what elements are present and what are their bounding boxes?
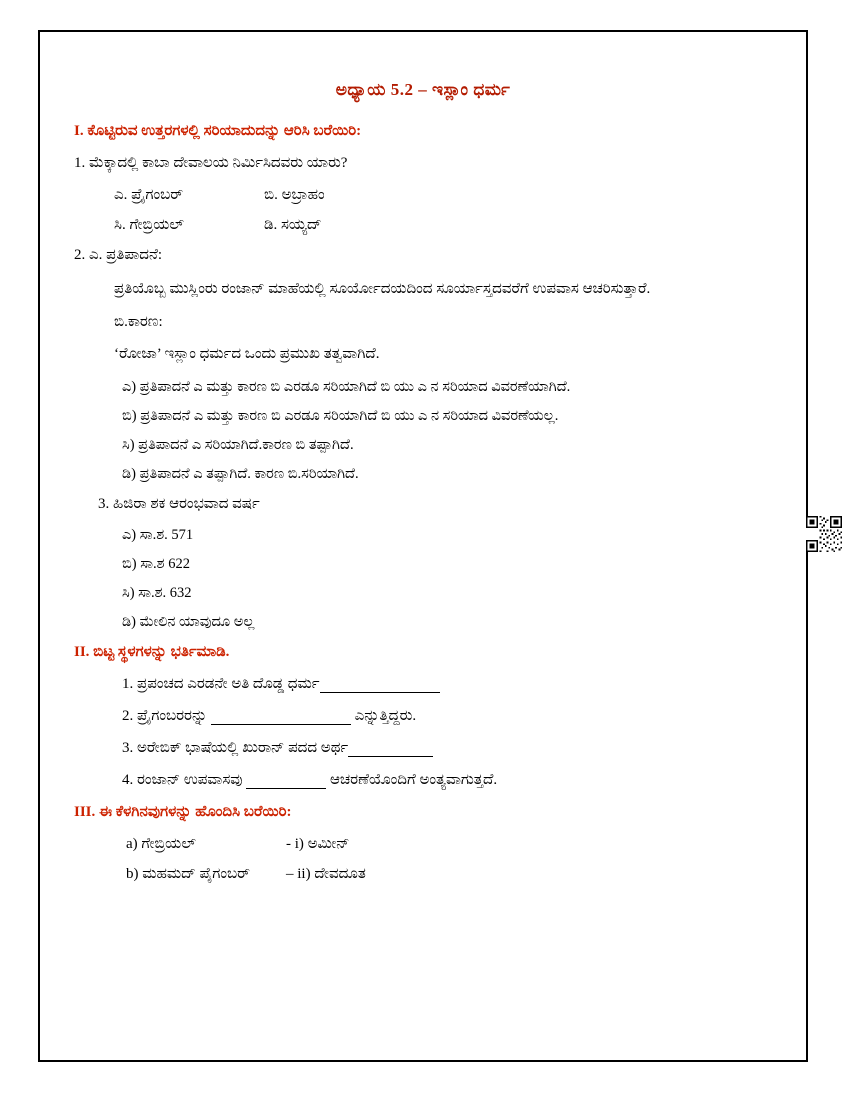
fill-blank-2-input[interactable] (211, 711, 351, 725)
question-2-choice-c[interactable]: ಸಿ) ಪ್ರತಿಪಾದನೆ ಎ ಸರಿಯಾಗಿದೆ.ಕಾರಣ ಬಿ ತಪ್ಪಾಗಿದೆ. (122, 436, 354, 453)
question-2-reason: ‘ರೋಜಾ’ ಇಸ್ಲಾಂ ಧರ್ಮದ ಒಂದು ಪ್ರಮುಖ ತತ್ವವಾಗಿದೆ. (114, 346, 380, 363)
option-1a[interactable]: ಎ. ಪ್ರೈಗಂಬರ್ (114, 187, 184, 203)
fill-blank-item-1 (122, 675, 772, 693)
section-heading-3: III. ಈ ಕೆಳಗಿನವುಗಳನ್ನು ಹೊಂದಿಸಿ ಬರೆಯಿರಿ: (74, 803, 292, 820)
match-pair-2-left: b) ಮಹಮದ್ ಪೈಗಂಬರ್ (126, 865, 250, 882)
question-1-options-row-1 (114, 186, 772, 204)
question-2-reason-label: ಬಿ.ಕಾರಣ: (114, 314, 163, 331)
question-2-statement: ಪ್ರತಿಯೊಬ್ಬ ಮುಸ್ಲಿಂರು ರಂಜಾನ್ ಮಾಹೆಯಲ್ಲಿ ಸೂರ್ಯೋದಯದಿಂದ ಸೂರ್ಯಾಸ್ತದವರೆಗೆ ಉಪವಾಸ ಆಚರಿಸುತ್ತಾರೆ. (114, 281, 651, 297)
match-pair-2-right: – ii) ದೇವದೂತ (286, 865, 366, 882)
section-heading-2: II. ಬಿಟ್ಟ ಸ್ಥಳಗಳನ್ನು ಭರ್ತಿಮಾಡಿ. (74, 643, 230, 660)
fill-blank-4-after: ಆಚರಣೆಯೊಂದಿಗೆ ಅಂತ್ಯವಾಗುತ್ತದೆ. (326, 771, 498, 788)
fill-blank-3-input[interactable] (348, 743, 433, 757)
question-2-choice-b[interactable]: ಬಿ) ಪ್ರತಿಪಾದನೆ ಎ ಮತ್ತು ಕಾರಣ ಬಿ ಎರಡೂ ಸರಿಯಾಗಿದೆ ಬಿ ಯು ಎ ನ ಸರಿಯಾದ ವಿವರಣೆಯಲ್ಲ. (122, 407, 559, 424)
fill-blank-item-2 (122, 707, 772, 725)
question-3-choice-d[interactable]: ಡಿ) ಮೇಲಿನ ಯಾವುದೂ ಅಲ್ಲ (122, 613, 255, 630)
match-pair-1-left: a) ಗೇಬ್ರಿಯಲ್ (126, 835, 196, 852)
fill-blank-3-text: 3. ಅರೇಬಿಕ್ ಭಾಷೆಯಲ್ಲಿ ಖುರಾನ್ ಪದದ ಅರ್ಥ (122, 739, 349, 756)
section-heading-1: I. ಕೊಟ್ಟಿರುವ ಉತ್ತರಗಳಲ್ಲಿ ಸರಿಯಾದುದನ್ನು ಆರಿಸಿ ಬರೆಯಿರಿ: (74, 123, 362, 139)
qr-code (806, 516, 842, 552)
question-2-choice-d[interactable]: ಡಿ) ಪ್ರತಿಪಾದನೆ ಎ ತಪ್ಪಾಗಿದೆ. ಕಾರಣ ಬಿ.ಸರಿಯಾಗಿದೆ. (122, 465, 359, 482)
page-border (38, 30, 808, 1062)
question-1: 1. ಮೆಕ್ಕಾದಲ್ಲಿ ಕಾಬಾ ದೇವಾಲಯ ನಿರ್ಮಿಸಿದವರು ಯಾರು? (74, 155, 348, 171)
question-1-options-row-2 (114, 216, 772, 234)
match-pair-2 (126, 865, 772, 883)
page-content (40, 32, 806, 1060)
question-3-choice-b[interactable]: ಬಿ) ಸಾ.ಶ 622 (122, 555, 190, 572)
fill-blank-2-after: ಎನ್ನುತ್ತಿದ್ದರು. (350, 707, 417, 724)
fill-blank-item-4 (122, 771, 772, 789)
match-pair-1-right: - i) ಅಮೀನ್ (286, 835, 350, 852)
page-title: ಅಧ್ಯಾಯ 5.2 – ಇಸ್ಲಾಂ ಧರ್ಮ (335, 80, 511, 99)
question-3-choice-a[interactable]: ಎ) ಸಾ.ಶ. 571 (122, 526, 194, 543)
option-1c[interactable]: ಸಿ. ಗೇಬ್ರಿಯಲ್ (114, 217, 184, 233)
fill-blank-1-text: 1. ಪ್ರಪಂಚದ ಎರಡನೇ ಅತಿ ದೊಡ್ಡ ಧರ್ಮ (122, 675, 320, 692)
fill-blank-4-text: 4. ರಂಜಾನ್ ಉಪವಾಸವು (122, 771, 247, 788)
question-3-choice-c[interactable]: ಸಿ) ಸಾ.ಶ. 632 (122, 584, 192, 601)
match-pair-1 (126, 835, 772, 853)
fill-blank-4-input[interactable] (246, 775, 326, 789)
question-3: 3. ಹಿಜಿರಾ ಶಕ ಆರಂಭವಾದ ವರ್ಷ (98, 495, 260, 512)
fill-blank-2-text: 2. ಪ್ರೈಗಂಬರರನ್ನು (122, 707, 211, 724)
option-1b[interactable]: ಬಿ. ಅಬ್ರಾಹಂ (264, 187, 325, 203)
question-2-choice-a[interactable]: ಎ) ಪ್ರತಿಪಾದನೆ ಎ ಮತ್ತು ಕಾರಣ ಬಿ ಎರಡೂ ಸರಿಯಾಗಿದೆ ಬಿ ಯು ಎ ನ ಸರಿಯಾದ ವಿವರಣೆಯಾಗಿದೆ. (122, 378, 571, 395)
question-2: 2. ಎ. ಪ್ರತಿಪಾದನೆ: (74, 247, 163, 263)
fill-blank-item-3 (122, 739, 772, 757)
fill-blank-1-input[interactable] (320, 679, 440, 693)
option-1d[interactable]: ಡಿ. ಸಯ್ಯದ್ (264, 217, 322, 233)
